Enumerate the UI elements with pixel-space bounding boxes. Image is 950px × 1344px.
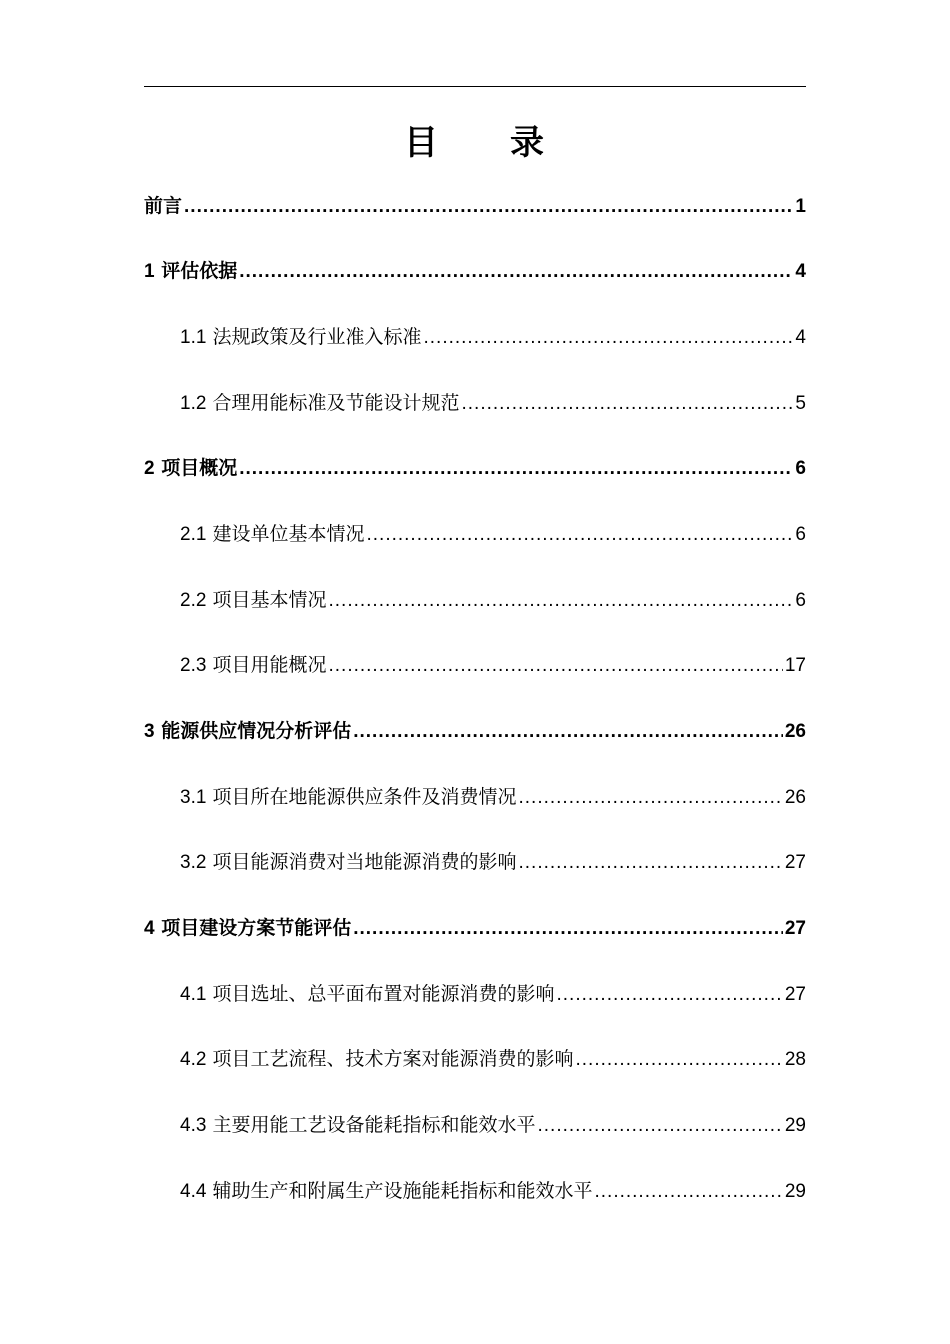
toc-page-number: 17 bbox=[784, 655, 806, 676]
toc-entry-3-1[interactable] bbox=[180, 783, 806, 811]
toc-entry-number: 2 bbox=[144, 458, 155, 479]
title-char-1: 目 bbox=[404, 123, 440, 163]
toc-entry-2[interactable] bbox=[144, 454, 806, 482]
toc-entry-label bbox=[144, 717, 351, 746]
toc-entry-number: 3.1 bbox=[180, 787, 207, 808]
toc-entry-label bbox=[180, 520, 364, 549]
toc-page-number: 26 bbox=[784, 721, 806, 742]
toc-page-number: 6 bbox=[795, 590, 806, 611]
toc-entry-label bbox=[180, 1045, 573, 1074]
toc-entry-1[interactable] bbox=[144, 257, 806, 285]
toc-entry-2-1[interactable] bbox=[180, 520, 806, 548]
toc-page-number: 6 bbox=[795, 524, 806, 545]
dot-leader bbox=[353, 718, 783, 746]
toc-entry-label bbox=[144, 454, 237, 483]
toc-entry-text: 项目选址、总平面布置对能源消费的影响 bbox=[212, 983, 555, 1005]
toc-entry-number: 2.3 bbox=[180, 655, 207, 676]
dot-leader bbox=[366, 521, 793, 549]
toc-entry-number: 3 bbox=[144, 721, 155, 742]
dot-leader bbox=[184, 193, 793, 221]
toc-entry-1-2[interactable] bbox=[180, 389, 806, 417]
toc-entry-label bbox=[180, 389, 459, 418]
toc-entry-text: 项目能源消费对当地能源消费的影响 bbox=[212, 851, 517, 873]
toc-entry-text: 项目所在地能源供应条件及消费情况 bbox=[212, 786, 517, 808]
toc-entry-text: 项目工艺流程、技术方案对能源消费的影响 bbox=[212, 1048, 574, 1070]
toc-entry-number: 2.2 bbox=[180, 590, 207, 611]
toc-page-number: 6 bbox=[795, 458, 806, 479]
toc-entry-1-1[interactable] bbox=[180, 323, 806, 351]
toc-page-number: 29 bbox=[784, 1181, 806, 1202]
dot-leader bbox=[594, 1178, 782, 1206]
toc-entry-label bbox=[180, 980, 554, 1009]
toc-entry-label bbox=[180, 1177, 592, 1206]
toc-entry-text: 项目建设方案节能评估 bbox=[161, 917, 352, 939]
dot-leader bbox=[423, 324, 793, 352]
toc-entry-text: 项目概况 bbox=[161, 457, 238, 479]
toc-entry-3-2[interactable] bbox=[180, 848, 806, 876]
toc-entry-4-1[interactable] bbox=[180, 980, 806, 1008]
toc-entry-text: 主要用能工艺设备能耗指标和能效水平 bbox=[212, 1114, 536, 1136]
title-char-2: 录 bbox=[510, 123, 546, 163]
toc-entry-text: 评估依据 bbox=[161, 260, 238, 282]
toc-page-number: 29 bbox=[784, 1115, 806, 1136]
toc-entry-2-3[interactable] bbox=[180, 651, 806, 679]
toc-entry-label bbox=[180, 783, 516, 812]
toc-page-number: 4 bbox=[795, 261, 806, 282]
toc-entry-label: 前言 bbox=[144, 195, 183, 217]
toc-entry-label bbox=[180, 323, 421, 352]
dot-leader bbox=[575, 1046, 782, 1074]
dot-leader bbox=[518, 784, 782, 812]
toc-entry-label bbox=[180, 1111, 535, 1140]
toc-entry-label bbox=[144, 914, 351, 943]
toc-entry-number: 1 bbox=[144, 261, 155, 282]
toc-entry-text: 能源供应情况分析评估 bbox=[161, 720, 352, 742]
toc-page-number: 27 bbox=[784, 984, 806, 1005]
toc-entry-label bbox=[144, 257, 237, 286]
dot-leader bbox=[537, 1112, 782, 1140]
toc-entry-label bbox=[180, 848, 516, 877]
toc-entry-4[interactable] bbox=[144, 914, 806, 942]
dot-leader bbox=[328, 587, 793, 615]
toc-page-number: 27 bbox=[784, 852, 806, 873]
toc-entry-4-3[interactable] bbox=[180, 1111, 806, 1139]
toc-page-number: 5 bbox=[795, 393, 806, 414]
toc-entry-label bbox=[180, 586, 326, 615]
toc-entry-number: 4.4 bbox=[180, 1181, 207, 1202]
toc-entry-text: 法规政策及行业准入标准 bbox=[212, 326, 422, 348]
toc-entry-text: 项目用能概况 bbox=[212, 654, 327, 676]
toc-entry-text: 建设单位基本情况 bbox=[212, 523, 365, 545]
dot-leader bbox=[518, 849, 782, 877]
toc-entry-text: 合理用能标准及节能设计规范 bbox=[212, 392, 460, 414]
toc-entry-3[interactable] bbox=[144, 717, 806, 745]
dot-leader bbox=[461, 390, 793, 418]
toc-entry-number: 3.2 bbox=[180, 852, 207, 873]
toc-entry-number: 4.3 bbox=[180, 1115, 207, 1136]
toc-page-number: 28 bbox=[784, 1049, 806, 1070]
dot-leader bbox=[239, 258, 793, 286]
toc-page-number: 1 bbox=[795, 196, 806, 217]
toc-entry-number: 4.2 bbox=[180, 1049, 207, 1070]
toc-entry-2-2[interactable] bbox=[180, 586, 806, 614]
dot-leader bbox=[353, 915, 783, 943]
toc-entry-preface[interactable] bbox=[144, 192, 806, 220]
dot-leader bbox=[239, 455, 793, 483]
toc-page-number: 27 bbox=[784, 918, 806, 939]
dot-leader bbox=[328, 652, 782, 680]
toc-entry-number: 4.1 bbox=[180, 984, 207, 1005]
dot-leader bbox=[556, 981, 782, 1009]
toc-page-number: 4 bbox=[795, 327, 806, 348]
toc-entry-text: 项目基本情况 bbox=[212, 589, 327, 611]
toc-entry-number: 1.2 bbox=[180, 393, 207, 414]
toc-entry-4-4[interactable] bbox=[180, 1177, 806, 1205]
toc-entry-number: 2.1 bbox=[180, 524, 207, 545]
toc-entry-number: 4 bbox=[144, 918, 155, 939]
toc-entry-label bbox=[180, 651, 326, 680]
toc-entry-text: 辅助生产和附属生产设施能耗指标和能效水平 bbox=[212, 1180, 593, 1202]
toc-entry-4-2[interactable] bbox=[180, 1045, 806, 1073]
toc-page-number: 26 bbox=[784, 787, 806, 808]
toc-entry-number: 1.1 bbox=[180, 327, 207, 348]
